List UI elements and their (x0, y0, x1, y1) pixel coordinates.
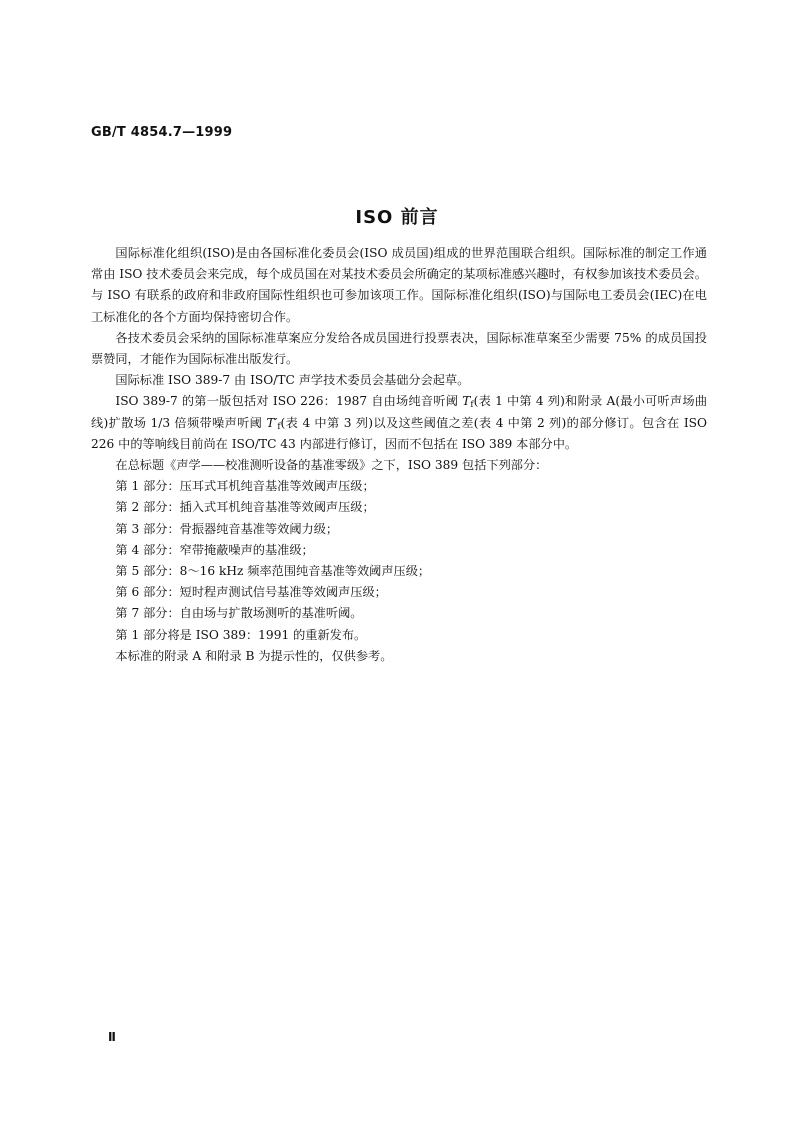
standard-number: GB/T 4854.7—1999 (91, 125, 233, 140)
threshold-symbol-tpf-subscript: f (277, 421, 281, 432)
part-list-item: 第 2 部分：插入式耳机纯音基准等效阈声压级； (115, 500, 375, 515)
part-list-item: 第 4 部分：窄带掩蔽噪声的基准级； (115, 542, 314, 557)
revision-text-2: (表 1 中第 4 列)和附录 A(最小可听声场曲线)扩散场 1/3 倍频带噪声听阈 (91, 394, 708, 430)
page-number: Ⅱ (108, 1030, 116, 1044)
paragraph-annexes: 本标准的附录 A 和附录 B 为提示性的，仅供参考。 (115, 648, 393, 663)
paragraph-drafting: 国际标准 ISO 389-7 由 ISO/TC 声学技术委员会基础分会起草。 (115, 373, 470, 388)
paragraph-voting: 各技术委员会采纳的国际标准草案应分发给各成员国进行投票表决，国际标准草案至少需要 75% 的成员国投票赞同，才能作为国际标准出版发行。 (91, 330, 707, 367)
part-list-item: 第 1 部分：压耳式耳机纯音基准等效阈声压级； (115, 479, 375, 494)
threshold-symbol-tf: T (462, 394, 471, 409)
revision-text-3: (表 4 中第 3 列)以及这些阈值之差(表 4 中第 2 列)的部分修订。包含在 ISO 226 中的等响线目前尚在 ISO/TC 43 内部进行修订，因而不包括在 ISO 389 本部分中。 (91, 415, 707, 451)
part-list-item: 第 5 部分：8～16 kHz 频率范围纯音基准等效阈声压级； (115, 564, 431, 579)
paragraph-general-title: 在总标题《声学——校准测听设备的基准零级》之下，ISO 389 包括下列部分： (115, 458, 548, 473)
paragraph-republication: 第 1 部分将是 ISO 389：1991 的重新发布。 (115, 627, 367, 642)
paragraph-revision (91, 391, 707, 455)
threshold-symbol-tpf: T′ (266, 415, 278, 430)
foreword-body (91, 243, 707, 667)
paragraph-iso-overview: 国际标准化组织(ISO)是由各国标准化委员会(ISO 成员国)组成的世界范围联合组织。国际标准的制定工作通常由 ISO 技术委员会来完成，每个成员国在对某技术委员会所确定的某项标准感兴趣时，有权参加该技术委员会。与 ISO 有联系的政府和非政府国际性组织也可参加该项工作。国际标准化组织(ISO)与国际电工委员会(IEC)在电工标准化的各个方面均保持密切合作。 (91, 246, 707, 324)
revision-text-1: ISO 389-7 的第一版包括对 ISO 226：1987 自由场纯音听阈 (115, 394, 463, 409)
part-list-item: 第 3 部分：骨振器纯音基准等效阈力级； (115, 521, 339, 536)
part-list-item: 第 6 部分：短时程声测试信号基准等效阈声压级； (115, 585, 387, 600)
part-list-item: 第 7 部分：自由场与扩散场测听的基准听阈。 (115, 606, 363, 621)
page-title: ISO 前言 (355, 207, 439, 228)
threshold-symbol-tf-subscript: f (470, 400, 474, 411)
